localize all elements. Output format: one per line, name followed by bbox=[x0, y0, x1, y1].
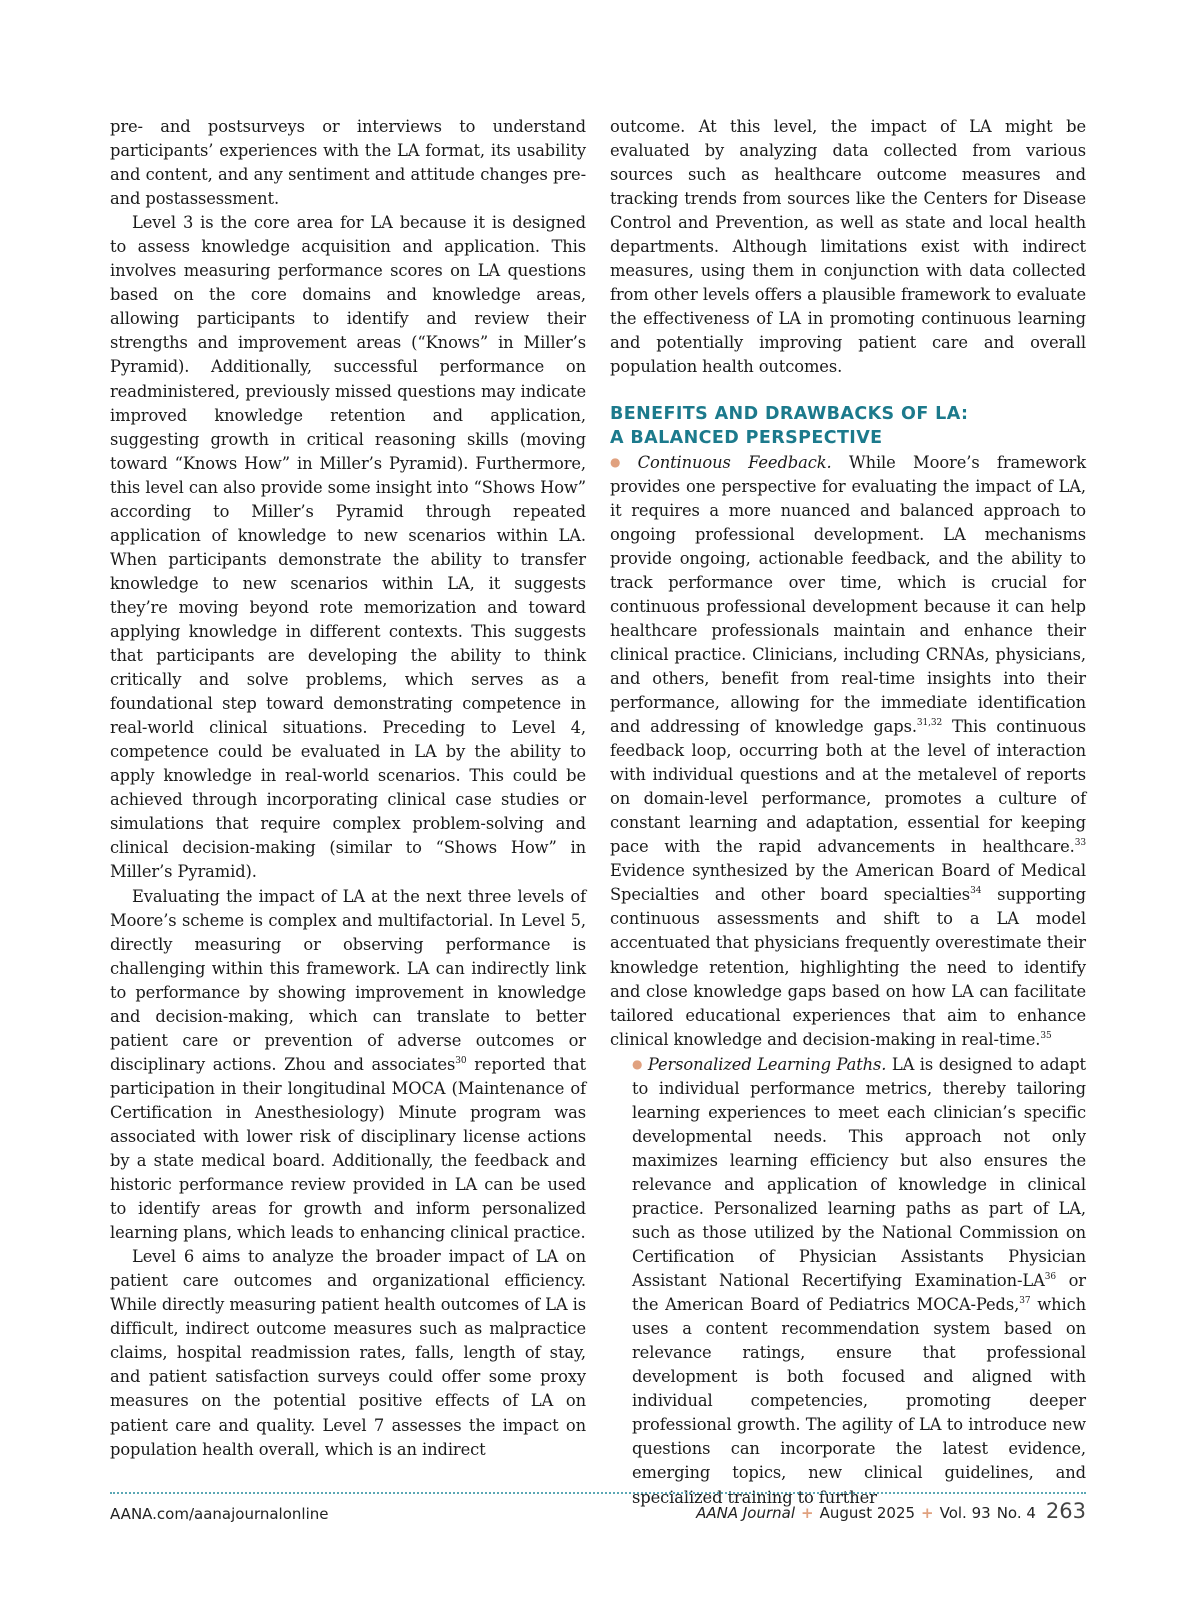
page-number: 263 bbox=[1045, 1499, 1086, 1523]
text-run: LA is designed to adapt to individual performance metrics, thereby tailoring learning experiences to meet each clinician’s specific developmental needs. This approach not only maximizes learning efficiency but also ensures the relevance and application of knowledge in clinical practice. Personalized learning paths as part of LA, such as those utilized by the National Commission on Certification of Physician Assistants Physician Assistant National Recertifying Examination-LA bbox=[632, 1054, 1086, 1291]
plus-separator-icon: + bbox=[921, 1504, 934, 1522]
reference-superscript: 33 bbox=[1074, 838, 1086, 849]
bullet-paragraph bbox=[610, 1052, 1086, 1510]
bullet-dot-icon: ● bbox=[610, 454, 633, 469]
reference-superscript: 31,32 bbox=[916, 718, 943, 729]
text-run: This continuous feedback loop, occurring both at the level of interaction with individual questions and at the metalevel of reports on domain-level performance, promotes a culture of constant learning and adaptation, essential for keeping pace with the rapid advancements in healthcare. bbox=[610, 717, 1086, 857]
paragraph: Level 3 is the core area for LA because it is designed to assess knowledge acquisition and application. This involves measuring performance scores on LA questions based on the core domains and knowledge areas, allowing participants to identify and review their strengths and improvement areas (“Knows” in Miller’s Pyramid). Additionally, successful performance on readministered, previously missed questions may indicate improved knowledge retention and application, suggesting growth in critical reasoning skills (moving toward “Knows How” in Miller’s Pyramid). Furthermore, this level can also provide some insight into “Shows How” according to Miller’s Pyramid through repeated application of knowledge to new scenarios within LA. When participants demonstrate the ability to transfer knowledge to new scenarios within LA, it suggests they’re moving beyond rote memorization and toward applying knowledge in different contexts. This suggests that participants are developing the ability to think critically and solve problems, which serves as a foundational step toward demonstrating competence in real-world clinical situations. Preceding to Level 4, competence could be evaluated in LA by the ability to apply knowledge in real-world scenarios. This could be achieved through incorporating clinical case studies or simulations that require complex problem-solving and clinical decision-making (similar to “Shows How” in Miller’s Pyramid). bbox=[110, 213, 586, 882]
heading-line: A BALANCED PERSPECTIVE bbox=[610, 427, 883, 448]
reference-superscript: 36 bbox=[1044, 1272, 1057, 1283]
issue-date: August 2025 bbox=[819, 1504, 916, 1522]
left-column bbox=[110, 115, 586, 1462]
text-run: Evaluating the impact of LA at the next three levels of Moore’s scheme is complex and multifactorial. In Level 5, directly measuring or observing performance is challenging within this framework. LA can indirectly link to performance by showing improvement in knowledge and decision-making, which can translate to better patient care or prevention of adverse outcomes or disciplinary actions. Zhou and associates bbox=[110, 886, 586, 1074]
heading-line: BENEFITS AND DRAWBACKS OF LA: bbox=[610, 403, 969, 424]
paragraph: outcome. At this level, the impact of LA might be evaluated by analyzing data collected from various sources such as healthcare outcome measures and tracking trends from sources like the Centers for Disease Control and Prevention, as well as state and local health departments. Although limitations exist with indirect measures, using them in conjunction with data collected from other levels offers a plausible framework to evaluate the effectiveness of LA in promoting continuous learning and potentially improving patient care and overall population health outcomes. bbox=[610, 117, 1086, 377]
volume: Vol. 93 bbox=[939, 1504, 991, 1522]
bullet-term: Continuous Feedback. bbox=[637, 452, 832, 472]
text-run: supporting continuous assessments and shift to a LA model accentuated that physicians frequently overestimate their knowledge retention, highlighting the need to identify and close knowledge gaps based on how LA can facilitate tailored educational experiences that aim to enhance clinical knowledge and decision-making in real-time. bbox=[610, 885, 1086, 1049]
bullet-paragraph bbox=[610, 450, 1086, 1052]
right-column bbox=[610, 115, 1086, 1510]
section-heading bbox=[610, 402, 1086, 450]
text-run: which uses a content recommendation system based on relevance ratings, ensure that professional development is both focused and aligned with individual competencies, promoting deeper professional growth. The agility of LA to introduce new questions can incorporate the latest evidence, emerging topics, new clinical guidelines, and specialized training to further bbox=[632, 1295, 1086, 1507]
text-run: or the American Board of Pediatrics MOCA-Peds, bbox=[632, 1271, 1086, 1315]
paragraph: Level 6 aims to analyze the broader impact of LA on patient care outcomes and organizational efficiency. While directly measuring patient health outcomes of LA is difficult, indirect outcome measures such as malpractice claims, hospital readmission rates, falls, length of stay, and patient satisfaction surveys could offer some proxy measures on the potential positive effects of LA on patient care and quality. Level 7 assesses the impact on population health overall, which is an indirect bbox=[110, 1247, 586, 1459]
reference-superscript: 30 bbox=[455, 1055, 467, 1066]
text-run: Evidence synthesized by the American Board of Medical Specialties and other board specialties bbox=[610, 861, 1086, 905]
plus-separator-icon: + bbox=[801, 1504, 814, 1522]
paragraph bbox=[110, 885, 586, 1246]
footer-citation bbox=[696, 1499, 1086, 1523]
footer-divider bbox=[110, 1492, 1086, 1494]
text-run: reported that participation in their longitudinal MOCA (Maintenance of Certification in Anesthesiology) Minute program was associated with lower risk of disciplinary license actions by a state medical board. Additionally, the feedback and historic performance review provided in LA can be used to identify areas for growth and inform personalized learning plans, which leads to enhancing clinical practice. bbox=[110, 1054, 586, 1243]
issue-number: No. 4 bbox=[996, 1504, 1036, 1522]
footer-url[interactable]: AANA.com/aanajournalonline bbox=[110, 1505, 329, 1523]
bullet-dot-icon: ● bbox=[632, 1056, 643, 1071]
text-run: While Moore’s framework provides one perspective for evaluating the impact of LA, it requires a more nuanced and balanced approach to ongoing professional development. LA mechanisms provide ongoing, actionable feedback, and the ability to track performance over time, which is crucial for continuous professional development because it can help healthcare professionals maintain and enhance their clinical practice. Clinicians, including CRNAs, physicians, and others, benefit from real-time insights into their performance, allowing for the immediate identification and addressing of knowledge gaps. bbox=[610, 452, 1086, 737]
reference-superscript: 34 bbox=[970, 886, 982, 897]
reference-superscript: 37 bbox=[1019, 1296, 1031, 1307]
reference-superscript: 35 bbox=[1040, 1030, 1052, 1041]
bullet-term: Personalized Learning Paths. bbox=[647, 1054, 887, 1074]
paragraph: pre- and postsurveys or interviews to understand participants’ experiences with the LA format, its usability and content, and any sentiment and attitude changes pre- and postassessment. bbox=[110, 117, 586, 209]
journal-name: AANA Journal bbox=[696, 1504, 796, 1522]
